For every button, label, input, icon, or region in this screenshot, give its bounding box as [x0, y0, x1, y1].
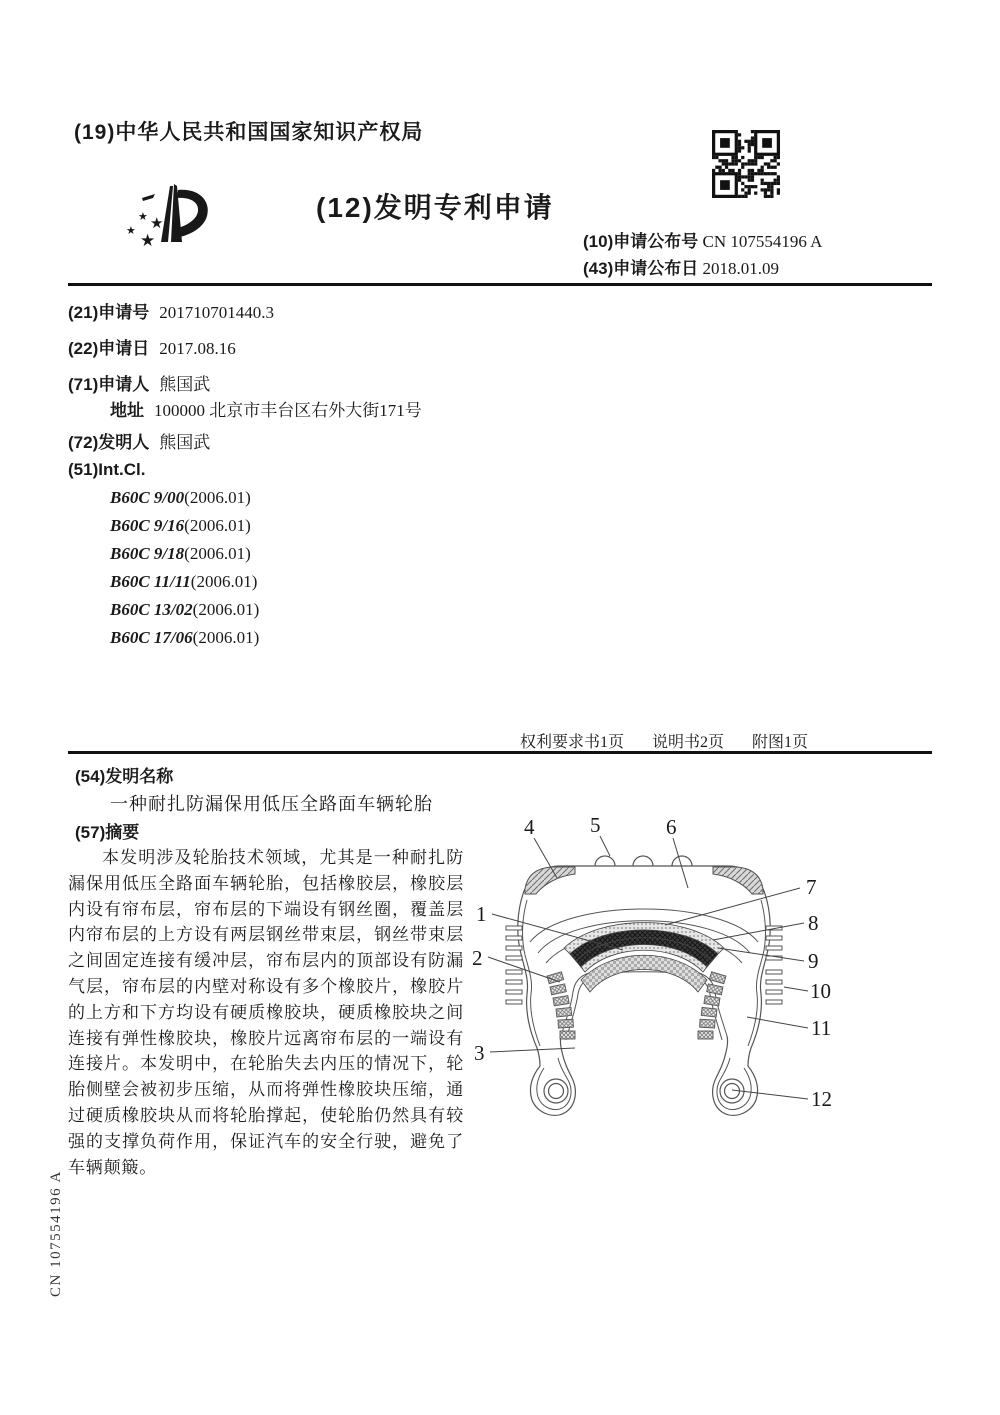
classification-version: (2006.01)	[192, 628, 260, 647]
cnipa-logo-graphic	[112, 176, 216, 248]
publication-block	[583, 228, 822, 282]
classification-version: (2006.01)	[192, 600, 260, 619]
figure-ref-12: 12	[811, 1087, 832, 1111]
classification-version: (2006.01)	[184, 488, 251, 507]
classification-row	[110, 488, 251, 508]
application-date-label: (22)申请日	[68, 339, 150, 358]
invention-title: 一种耐扎防漏保用低压全路面车辆轮胎	[110, 794, 433, 814]
figure-ref-4: 4	[524, 815, 535, 839]
abstract-label: (57)摘要	[75, 823, 140, 842]
classification-row	[110, 628, 259, 648]
patent-office-name: (19)中华人民共和国国家知识产权局	[74, 121, 424, 144]
left-shoulder-hatch	[525, 867, 575, 894]
figure-ref-7: 7	[806, 875, 817, 899]
address-row	[110, 396, 422, 421]
tread-bump	[595, 856, 615, 866]
document-type-title: (12)发明专利申请	[316, 192, 554, 223]
applicant-label: (71)申请人	[68, 375, 150, 394]
drawings-pages: 附图1页	[752, 734, 809, 751]
publication-number-row	[583, 228, 822, 255]
classification-version: (2006.01)	[184, 516, 251, 535]
right-shoulder-hatch	[713, 867, 763, 894]
classification-version: (2006.01)	[184, 544, 251, 563]
intcl-label: (51)Int.Cl.	[68, 460, 146, 479]
classification-row	[110, 516, 251, 536]
cnipa-logo	[112, 176, 216, 248]
classification-code: B60C 9/16	[110, 516, 185, 535]
tread-bump	[672, 856, 692, 866]
intcl-row	[68, 460, 155, 480]
tire-cross-section-drawing	[460, 790, 940, 1125]
figure-ref-2: 2	[472, 946, 483, 970]
claims-pages: 权利要求书1页	[520, 734, 625, 751]
classification-version: (2006.01)	[190, 572, 258, 591]
application-number-value: 201710701440.3	[159, 303, 274, 322]
inventor-label: (72)发明人	[68, 433, 150, 452]
classification-row	[110, 544, 251, 564]
pages-info	[520, 729, 836, 752]
figure-ref-5: 5	[590, 813, 601, 837]
figure-ref-11: 11	[811, 1016, 832, 1040]
patent-figure	[460, 790, 940, 1125]
logo-star-icon: ★	[126, 225, 136, 237]
figure-ref-10: 10	[810, 979, 831, 1003]
applicant-row	[68, 370, 210, 395]
inventor-row	[68, 428, 210, 453]
application-date-row	[68, 334, 236, 359]
classification-code: B60C 11/11	[110, 572, 191, 591]
publication-number-label: (10)申请公布号	[583, 232, 699, 251]
description-pages: 说明书2页	[652, 734, 725, 751]
section-divider	[68, 751, 932, 754]
address-label: 地址	[110, 401, 144, 420]
figure-ref-8: 8	[808, 911, 819, 935]
qr-code	[712, 130, 780, 198]
sidebar-publication-number: CN 107554196 A	[48, 1170, 64, 1297]
application-number-label: (21)申请号	[68, 303, 150, 322]
publication-number-value: CN 107554196 A	[702, 232, 823, 251]
tread-bump	[633, 856, 653, 866]
header-divider	[68, 283, 932, 286]
figure-ref-9: 9	[808, 949, 819, 973]
belt-layers	[564, 923, 724, 993]
applicant-value: 熊国武	[159, 375, 211, 394]
abstract-text: 本发明涉及轮胎技术领域，尤其是一种耐扎防漏保用低压全路面车辆轮胎，包括橡胶层，橡胶层内设有帘布层，帘布层的下端设有钢丝圈，覆盖层内帘布层的上方设有两层钢丝带束层，钢丝带束层之间固定连接有缓冲层，帘布层内的顶部设有防漏气层，帘布层的内壁对称设有多个橡胶片，橡胶片的上方和下方均设有硬质橡胶块，硬质橡胶块之间连接有弹性橡胶块，橡胶片远离帘布层的一端设有连接片。本发明中，在轮胎失去内压的情况下，轮胎侧壁会被初步压缩，从而将弹性橡胶块压缩，通过硬质橡胶块从而将轮胎撑起，使轮胎仍然具有较强的支撑负荷作用，保证汽车的安全行驶，避免了车辆颠簸。	[68, 848, 464, 1177]
figure-ref-1: 1	[476, 902, 487, 926]
publication-date-row	[583, 255, 822, 282]
publication-date-value: 2018.01.09	[702, 259, 779, 278]
classification-code: B60C 9/18	[110, 544, 185, 563]
application-number-row	[68, 298, 274, 323]
logo-star-icon: ★	[138, 211, 148, 223]
inventor-value: 熊国武	[159, 433, 211, 452]
classification-row	[110, 572, 257, 592]
classification-code: B60C 9/00	[110, 488, 185, 507]
address-value: 100000 北京市丰台区右外大街171号	[154, 401, 422, 420]
application-date-value: 2017.08.16	[159, 339, 236, 358]
classification-row	[110, 600, 259, 620]
classification-code: B60C 17/06	[110, 628, 193, 647]
classification-code: B60C 13/02	[110, 600, 193, 619]
publication-date-label: (43)申请公布日	[583, 259, 699, 278]
logo-star-icon: ★	[140, 231, 156, 248]
figure-ref-3: 3	[474, 1041, 485, 1065]
invention-title-label: (54)发明名称	[75, 767, 174, 786]
logo-star-icon: ★	[150, 216, 164, 232]
figure-ref-6: 6	[666, 815, 677, 839]
